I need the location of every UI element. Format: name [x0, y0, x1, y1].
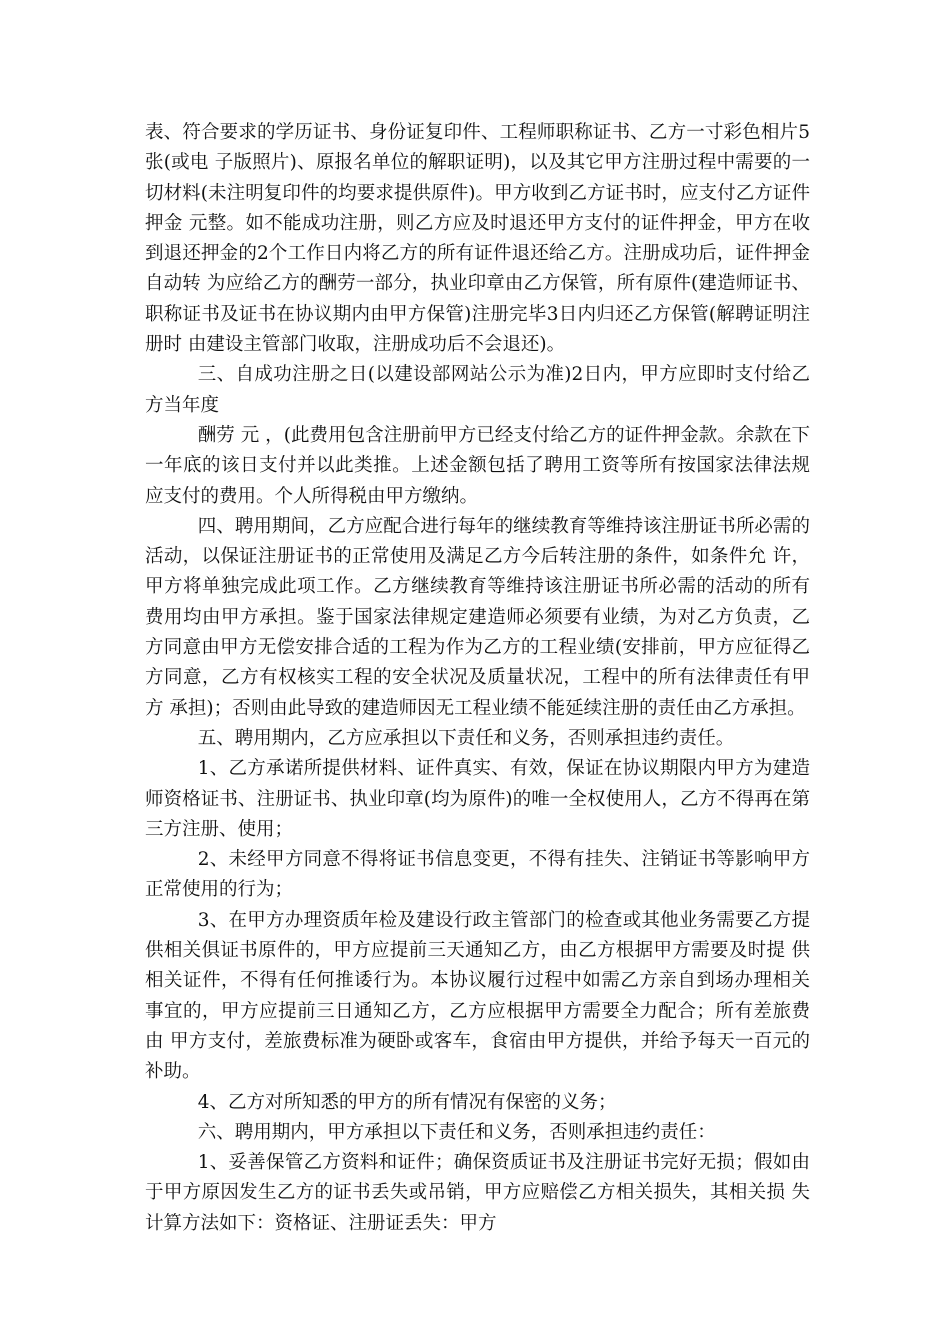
paragraph-remuneration: 酬劳 元 ，(此费用包含注册前甲方已经支付给乙方的证件押金款。余款在下一年底的该日支付并以此类推。上述金额包括了聘用工资等所有按国家法律法规应支付的费用。个人所得税由甲方缴纳。: [145, 424, 810, 507]
paragraph-clause-5-item-1: 1、乙方承诺所提供材料、证件真实、有效，保证在协议期限内甲方为建造师资格证书、注册证书、执业印章(均为原件)的唯一全权使用人，乙方不得再在第三方注册、使用；: [145, 758, 810, 840]
paragraph-clause-6: 六、聘用期内，甲方承担以下责任和义务，否则承担违约责任：: [197, 1121, 716, 1143]
paragraph-clause-5-item-2: 2、未经甲方同意不得将证书信息变更，不得有挂失、注销证书等影响甲方正常使用的行为；: [145, 849, 810, 901]
document-body: [145, 118, 810, 1239]
paragraph-clause-4: 四、聘用期间，乙方应配合进行每年的继续教育等维持该注册证书所必需的活动，以保证注册证书的正常使用及满足乙方今后转注册的条件，如条件允 许，甲方将单独完成此项工作。乙方继续教育等维持该注册证书所必需的活动的所有费用均由甲方承担。鉴于国家法律规定建造师必须要有业绩，为对乙方负责，乙 方同意由甲方无偿安排合适的工程为作为乙方的工程业绩(安排前，甲方应征得乙方同意，乙方有权核实工程的安全状况及质量状况，工程中的所有法律责任有甲方 承担)；否则由此导致的建造师因无工程业绩不能延续注册的责任由乙方承担。: [145, 515, 810, 719]
paragraph-clause-6-item-1: 1、妥善保管乙方资料和证件；确保资质证书及注册证书完好无损；假如由于甲方原因发生乙方的证书丢失或吊销，甲方应赔偿乙方相关损失，其相关损 失计算方法如下：资格证、注册证丢失：甲方: [145, 1152, 810, 1234]
paragraph-clause-3: 三、自成功注册之日(以建设部网站公示为准)2日内，甲方应即时支付给乙方当年度: [145, 364, 810, 416]
paragraph-materials: 表、符合要求的学历证书、身份证复印件、工程师职称证书、乙方一寸彩色相片5张(或电 子版照片)、原报名单位的解职证明)，以及其它甲方注册过程中需要的一切材料(未注明复印件的均要求提供原件)。甲方收到乙方证书时，应支付乙方证件押金 元整。如不能成功注册，则乙方应及时退还甲方支付的证件押金，甲方在收到退还押金的2个工作日内将乙方的所有证件退还给乙方。注册成功后，证件押金自动转 为应给乙方的酬劳一部分，执业印章由乙方保管，所有原件(建造师证书、职称证书及证书在协议期内由甲方保管)注册完毕3日内归还乙方保管(解聘证明注册时 由建设主管部门收取，注册成功后不会退还)。: [145, 122, 810, 356]
paragraph-clause-5-item-3: 3、在甲方办理资质年检及建设行政主管部门的检查或其他业务需要乙方提供相关俱证书原件的，甲方应提前三天通知乙方，由乙方根据甲方需要及时提 供相关证件，不得有任何推诿行为。本协议履行过程中如需乙方亲自到场办理相关事宜的，甲方应提前三日通知乙方，乙方应根据甲方需要全力配合；所有差旅费由 甲方支付，差旅费标准为硬卧或客车，食宿由甲方提供，并给予每天一百元的补助。: [145, 909, 810, 1083]
paragraph-clause-5-item-4: 4、乙方对所知悉的甲方的所有情况有保密的义务；: [197, 1091, 617, 1113]
paragraph-clause-5: 五、聘用期内，乙方应承担以下责任和义务，否则承担违约责任。: [197, 727, 735, 749]
